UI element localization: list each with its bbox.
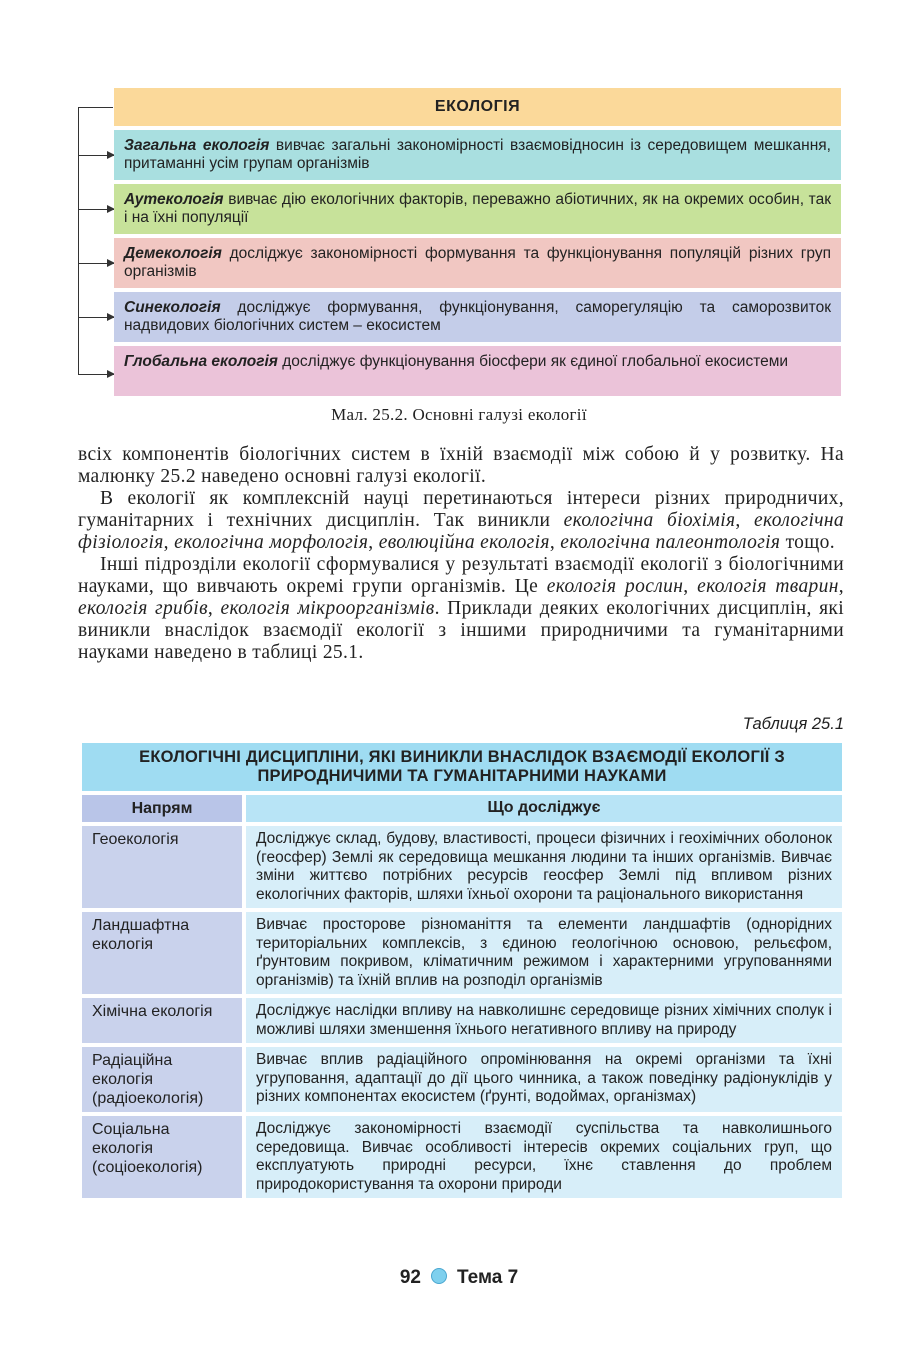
disciplines-table <box>82 743 842 1198</box>
arrow-1 <box>78 155 114 156</box>
table-row <box>82 826 842 908</box>
row-direction: Радіаційна екологія (радіоекологія) <box>82 1047 242 1112</box>
row-direction: Ландшафтна екологія <box>82 912 242 994</box>
header-direction: Напрям <box>82 795 242 822</box>
branch-global-ecology <box>114 346 841 396</box>
page-number: 92 <box>399 1267 421 1288</box>
bracket-vertical-line <box>78 107 79 375</box>
branch-text: досліджує закономірності формування та функціонування популяцій різних груп організмів <box>124 245 831 280</box>
bullet-dot-icon <box>431 1268 447 1284</box>
arrow-3 <box>78 263 114 264</box>
table-row <box>82 912 842 994</box>
branch-term: Загальна екологія <box>124 137 270 154</box>
branch-demecology <box>114 238 841 288</box>
diagram-title: ЕКОЛОГІЯ <box>114 88 841 126</box>
bracket-top-line <box>78 107 113 108</box>
arrow-4 <box>78 317 114 318</box>
body-text <box>78 444 844 664</box>
row-direction: Соціальна екологія (соціоекологія) <box>82 1116 242 1198</box>
branch-general-ecology <box>114 130 841 180</box>
branch-term: Демекологія <box>124 245 222 262</box>
arrow-2 <box>78 209 114 210</box>
branch-synecology <box>114 292 841 342</box>
table-header-row <box>82 795 842 822</box>
table-label: Таблиця 25.1 <box>742 715 844 733</box>
row-description: Вивчає вплив радіаційного опромінювання на окремі організми та їхні угруповання, адаптації до дії цього чинника, а також поведінку радіонуклідів у різних компонентах екосистем (ґрунті, водоймах, організмах) <box>246 1047 842 1112</box>
ecology-branches-diagram <box>78 88 842 400</box>
page-footer <box>0 1267 918 1289</box>
branch-text: вивчає загальні закономірності взаємовідносин із середовищем мешкання, притаманні усім групам організмів <box>124 137 831 172</box>
topic-label: Тема 7 <box>456 1267 519 1288</box>
branch-text: досліджує формування, функціонування, саморегуляцію та саморозвиток надвидових біологічних систем – екосистем <box>124 299 831 334</box>
figure-caption: Мал. 25.2. Основні галузі екології <box>331 405 587 424</box>
row-description: Досліджує наслідки впливу на навколишнє середовище різних хімічних сполук і можливі шляхи зменшення їхнього негативного впливу на природу <box>246 998 842 1043</box>
branch-autecology <box>114 184 841 234</box>
table-row <box>82 1047 842 1112</box>
row-direction: Хімічна екологія <box>82 998 242 1043</box>
branch-term: Глобальна екологія <box>124 353 278 370</box>
arrow-5 <box>78 374 114 375</box>
branch-term: Синекологія <box>124 299 221 316</box>
row-description: Досліджує закономірності взаємодії суспільства та навколишнього середовища. Вивчає особливості інтересів окремих соціальних груп, що експлуатують природні ресурси, їхнє ставлення до проблем природокористування та охорони природи <box>246 1116 842 1198</box>
branch-text: вивчає дію екологічних факторів, переважно абіотичних, як на окремих особин, так і на їхні популяції <box>124 191 831 226</box>
row-description: Вивчає просторове різноманіття та елементи ландшафтів (однорідних територіальних комплексів, з єдиною геологічною основою, рельєфом, ґрунтовим покривом, кліматичним режимом і характерними угрупованнями організмів) та їхній вплив на розподіл організмів <box>246 912 842 994</box>
table-row <box>82 1116 842 1198</box>
row-description: Досліджує склад, будову, властивості, процеси фізичних і геохімічних оболонок (геосфер) Землі як середовища мешкання людини та інших організмів. Вивчає зміни життєво потрібних ресурсів геосфер Землі під впливом різних екологічних факторів, шляхи їхньої охорони та раціонального використання <box>246 826 842 908</box>
table-title: ЕКОЛОГІЧНІ ДИСЦИПЛІНИ, ЯКІ ВИНИКЛИ ВНАСЛІДОК ВЗАЄМОДІЇ ЕКОЛОГІЇ З ПРИРОДНИЧИМИ ТА ГУМАНІТАРНИМИ НАУКАМИ <box>82 743 842 791</box>
paragraph-1: всіх компонентів біологічних систем в їхній взаємодії між собою й у розвитку. На малюнку 25.2 наведено основні галузі екології. <box>78 444 844 487</box>
paragraph-2: В екології як комплексній науці перетинаються інтереси різних природничих, гуманітарних і технічних дисциплін. Так виникли екологічна біохімія, екологічна фізіологія, екологічна морфологія, еволюційна екологія, екологічна палеонтологія тощо. <box>78 488 845 553</box>
branch-term: Аутекологія <box>124 191 224 208</box>
branch-text: досліджує функціонування біосфери як єдиної глобальної екосистеми <box>277 353 789 370</box>
row-direction: Геоекологія <box>82 826 242 908</box>
paragraph-3: Інші підрозділи екології сформувалися у результаті взаємодії екології з біологічними науками, що вивчають окремі групи організмів. Це екологія рослин, екологія тварин, екологія грибів, екологія мікроорганізмів. Приклади деяких екологічних дисциплін, які виникли внаслідок взаємодії екології з іншими природничими та гуманітарними науками наведено в таблиці 25.1. <box>78 554 845 663</box>
table-row <box>82 998 842 1043</box>
header-studies: Що досліджує <box>246 795 842 822</box>
